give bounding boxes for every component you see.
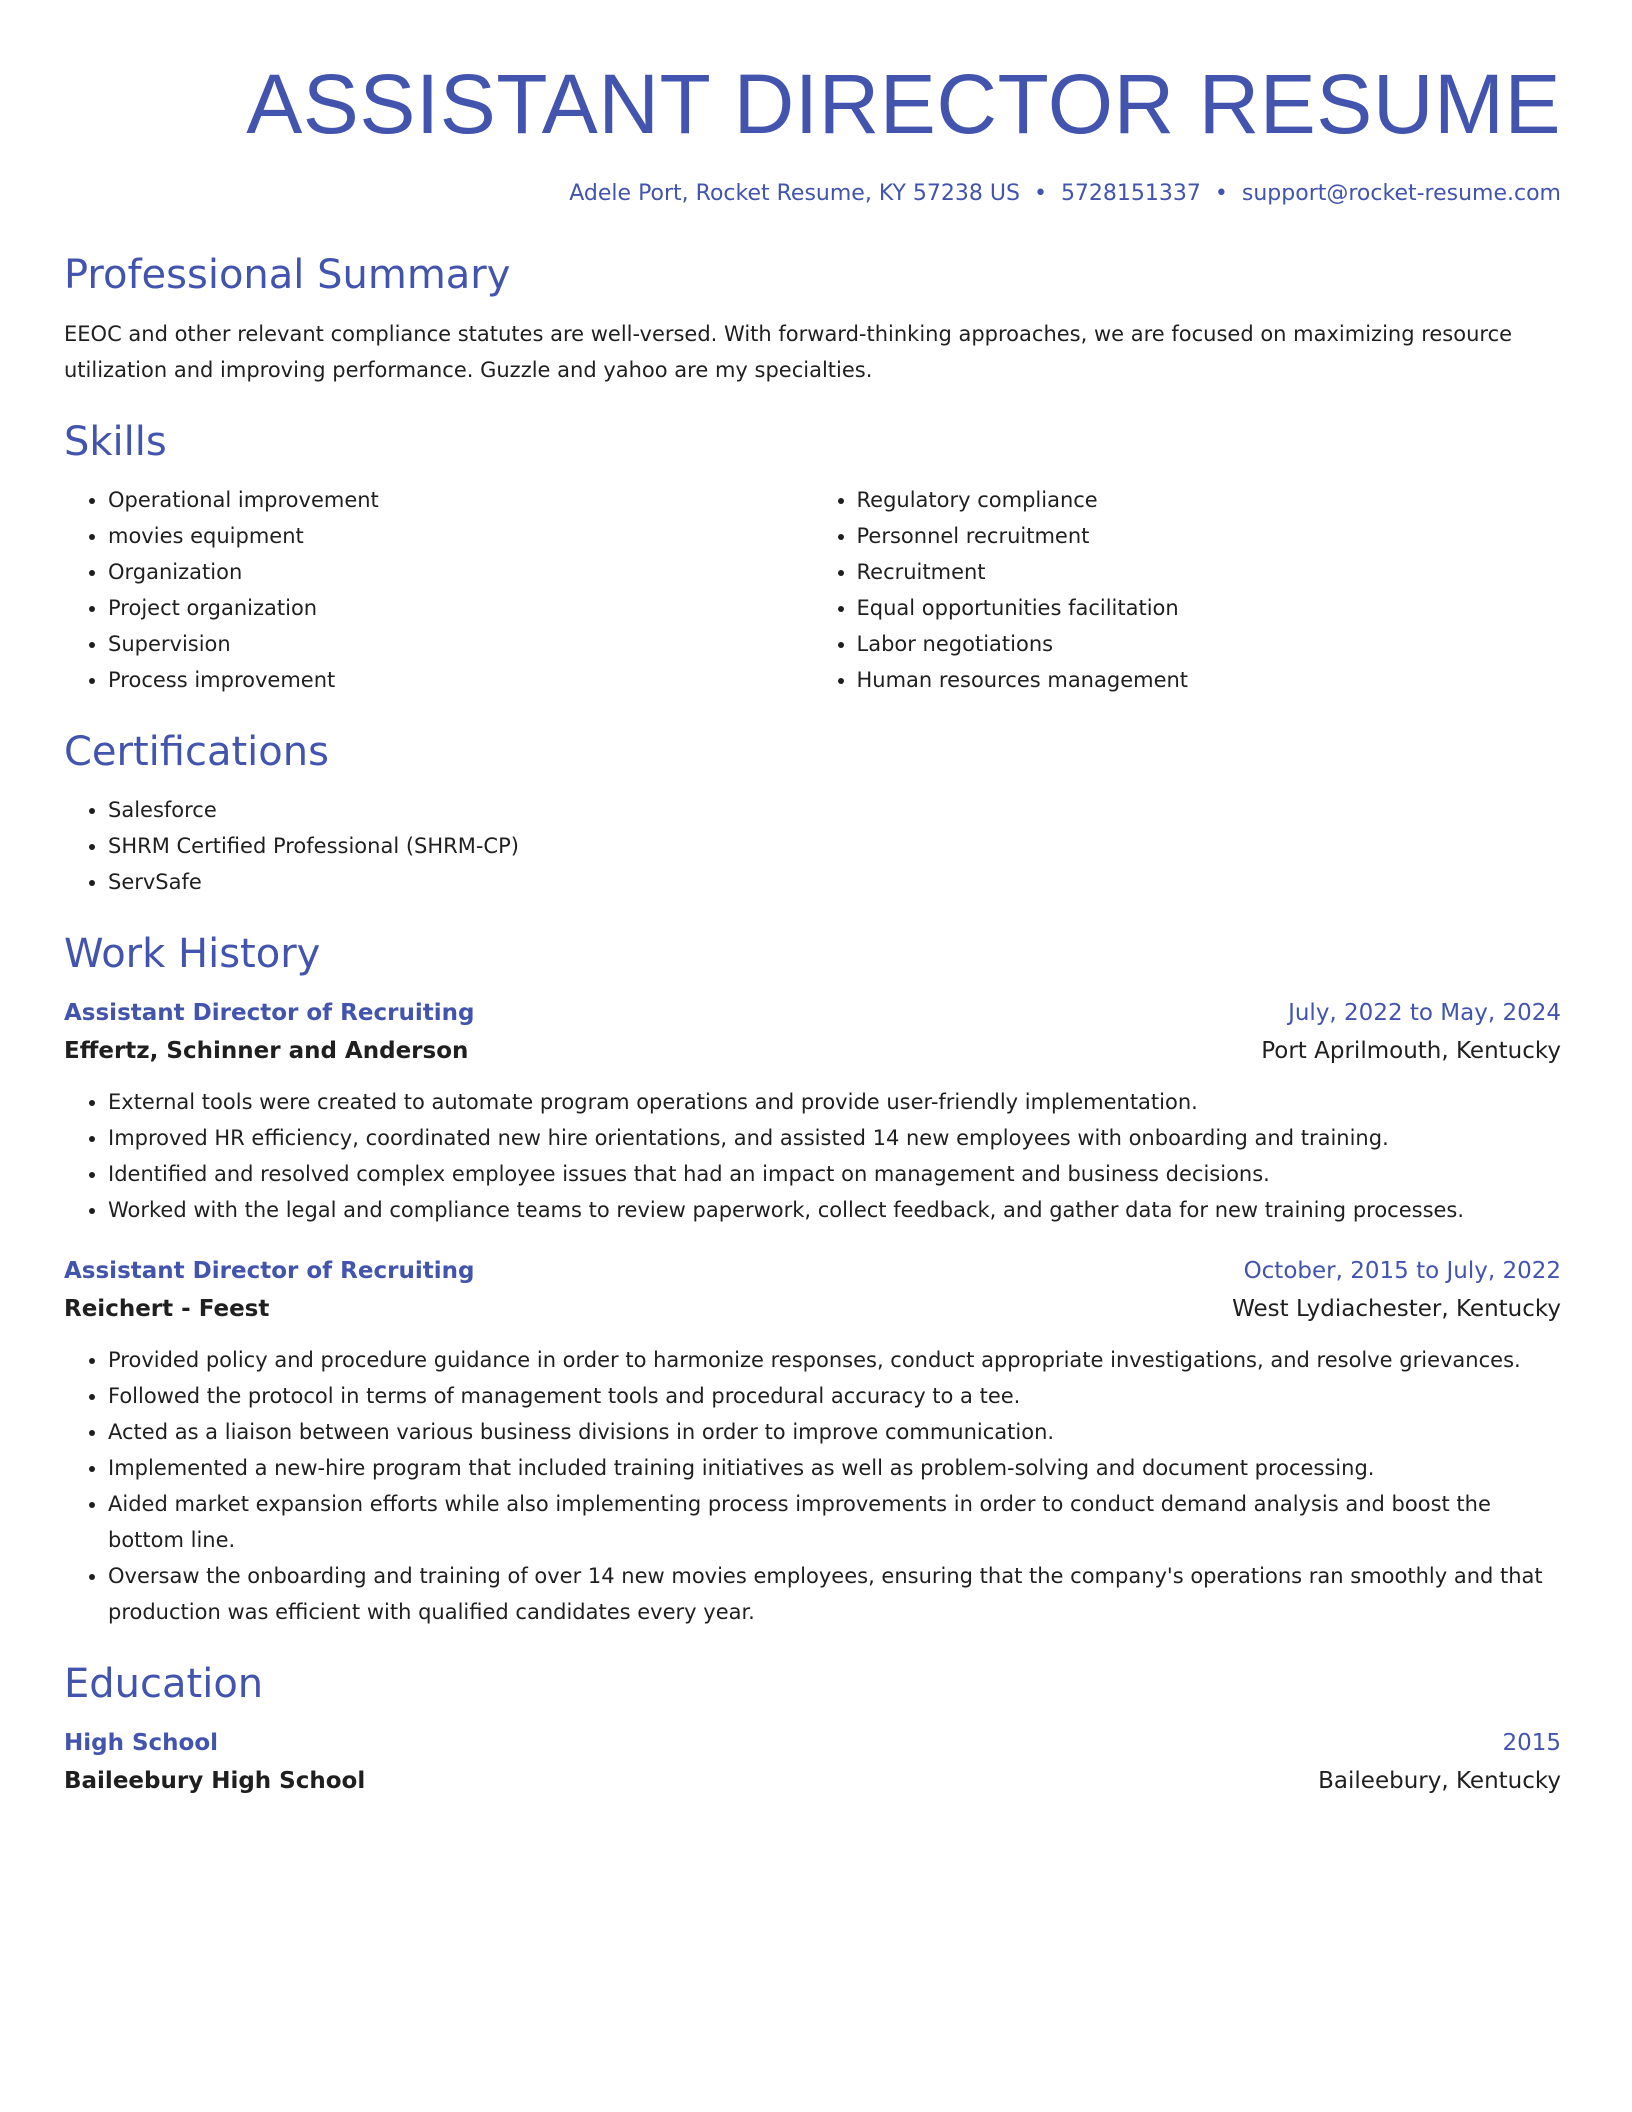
job-bullet: • External tools were created to automate program operations and provide user-friendly implementation. bbox=[108, 1084, 1561, 1120]
skills-heading: Skills bbox=[64, 419, 167, 465]
skill-item: • Project organization bbox=[108, 590, 813, 626]
education-school-row bbox=[64, 1762, 1561, 1800]
education-entry bbox=[64, 1724, 1561, 1800]
job-role: Assistant Director of Recruiting bbox=[64, 1000, 475, 1026]
job-bullet: • Implemented a new-hire program that included training initiatives as well as problem-solving and document processing. bbox=[108, 1450, 1561, 1486]
skill-item: • Operational improvement bbox=[108, 482, 813, 518]
job-bullet: • Acted as a liaison between various business divisions in order to improve communication. bbox=[108, 1414, 1561, 1450]
education-degree: High School bbox=[64, 1730, 219, 1756]
certification-item: • SHRM Certified Professional (SHRM-CP) bbox=[108, 828, 1561, 864]
job-bullet: • Improved HR efficiency, coordinated new hire orientations, and assisted 14 new employees with onboarding and training. bbox=[108, 1120, 1561, 1156]
contact-separator: • bbox=[1214, 181, 1228, 206]
contact-line bbox=[64, 181, 1561, 206]
skills-list-right bbox=[813, 482, 1562, 698]
skill-item: • Human resources management bbox=[857, 662, 1562, 698]
skill-item: • Process improvement bbox=[108, 662, 813, 698]
skill-item: • Supervision bbox=[108, 626, 813, 662]
certifications-list bbox=[64, 792, 1561, 900]
job-company-row bbox=[64, 1032, 1561, 1070]
contact-phone[interactable]: 5728151337 bbox=[1060, 181, 1201, 206]
contact-address: Adele Port, Rocket Resume, KY 57238 US bbox=[569, 181, 1020, 206]
education-heading: Education bbox=[64, 1661, 264, 1707]
education-year: 2015 bbox=[1502, 1730, 1561, 1756]
education-school: Baileebury High School bbox=[64, 1768, 366, 1794]
skill-item: • Organization bbox=[108, 554, 813, 590]
job-entry bbox=[64, 994, 1561, 1228]
job-bullet: • Provided policy and procedure guidance in order to harmonize responses, conduct appropriate investigations, and resolve grievances. bbox=[108, 1342, 1561, 1378]
job-bullets bbox=[64, 1084, 1561, 1228]
job-company: Effertz, Schinner and Anderson bbox=[64, 1038, 469, 1064]
job-dates: July, 2022 to May, 2024 bbox=[1288, 1000, 1561, 1026]
skill-item: • Personnel recruitment bbox=[857, 518, 1562, 554]
job-bullet: • Followed the protocol in terms of management tools and procedural accuracy to a tee. bbox=[108, 1378, 1561, 1414]
skill-item: • movies equipment bbox=[108, 518, 813, 554]
job-role: Assistant Director of Recruiting bbox=[64, 1258, 475, 1284]
job-location: Port Aprilmouth, Kentucky bbox=[1261, 1038, 1561, 1064]
job-bullet: • Aided market expansion efforts while also implementing process improvements in order to conduct demand analysis and boost the bottom line. bbox=[108, 1486, 1561, 1558]
education-location: Baileebury, Kentucky bbox=[1318, 1768, 1561, 1794]
certification-item: • ServSafe bbox=[108, 864, 1561, 900]
job-entry bbox=[64, 1252, 1561, 1630]
job-title-row bbox=[64, 1252, 1561, 1290]
job-bullets bbox=[64, 1342, 1561, 1630]
resume-page bbox=[64, 0, 1561, 1800]
work-history-heading: Work History bbox=[64, 931, 321, 977]
job-bullet: • Worked with the legal and compliance teams to review paperwork, collect feedback, and gather data for new training processes. bbox=[108, 1192, 1561, 1228]
resume-title: ASSISTANT DIRECTOR RESUME bbox=[246, 57, 1561, 151]
job-bullet: • Identified and resolved complex employee issues that had an impact on management and business decisions. bbox=[108, 1156, 1561, 1192]
summary-text: EEOC and other relevant compliance statutes are well-versed. With forward-thinking approaches, we are focused on maximizing resource utilization and improving performance. Guzzle and yahoo are my specialties. bbox=[64, 322, 1513, 382]
skill-item: • Labor negotiations bbox=[857, 626, 1562, 662]
job-dates: October, 2015 to July, 2022 bbox=[1243, 1258, 1561, 1284]
education-degree-row bbox=[64, 1724, 1561, 1762]
job-title-row bbox=[64, 994, 1561, 1032]
job-company-row bbox=[64, 1290, 1561, 1328]
contact-separator: • bbox=[1033, 181, 1047, 206]
job-bullet: • Oversaw the onboarding and training of over 14 new movies employees, ensuring that the company's operations ran smoothly and that production was efficient with qualified candidates every year. bbox=[108, 1558, 1561, 1630]
skills-list-left bbox=[64, 482, 813, 698]
skill-item: • Equal opportunities facilitation bbox=[857, 590, 1562, 626]
skill-item: • Regulatory compliance bbox=[857, 482, 1562, 518]
job-location: West Lydiachester, Kentucky bbox=[1232, 1296, 1561, 1322]
certifications-heading: Certifications bbox=[64, 729, 329, 775]
summary-heading: Professional Summary bbox=[64, 252, 511, 298]
certification-item: • Salesforce bbox=[108, 792, 1561, 828]
skill-item: • Recruitment bbox=[857, 554, 1562, 590]
contact-email[interactable]: support@rocket-resume.com bbox=[1241, 181, 1561, 206]
job-company: Reichert - Feest bbox=[64, 1296, 270, 1322]
skills-grid bbox=[64, 482, 1561, 698]
